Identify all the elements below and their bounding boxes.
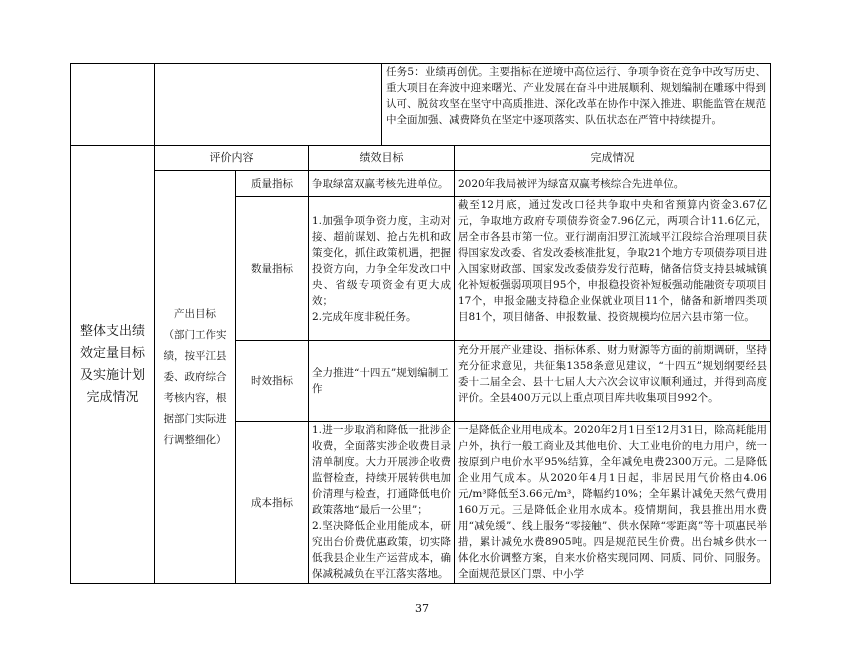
goal-quantity <box>309 197 454 340</box>
done-quantity: 截至12月底，通过发改口径共争取中央和省预算内资金3.67亿元，争取地方政府专项债券资金7.96亿元，两项合计11.6亿元，居全市各县市第一位。亚行湖南汨罗江流域平江段综合治理项目获得国家发改委、省发改委核准批复，争取21个地方专项债券项目进入国家财政部、国家发改委债券发行范畴，储备信贷支持县城城镇化补短板强弱项项目95个，申报稳投资补短板强动能融资专项项目17个，申报金融支持稳企业保就业项目11个，储备和新增四类项目81个，项目储备、申报数量、投资规模均位居六县市第一位。 <box>458 199 767 323</box>
goal-timeliness <box>309 341 454 421</box>
done-timeliness: 充分开展产业建设、指标体系、财力财源等方面的前期调研，坚持充分征求意见，共征集1358条意见建议，“十四五”规划纲要经县委十二届全会、县十七届人大六次会议审议顺利通过，并得到高度评价。全县400万元以上重点项目库共收集项目992个。 <box>458 344 767 404</box>
indicator-timeliness: 时效指标 <box>251 375 293 387</box>
table-line-v4-top <box>381 63 382 145</box>
header-completion: 完成情况 <box>590 151 635 164</box>
table-border-bottom <box>70 583 771 584</box>
indicator-quantity: 数量指标 <box>251 262 293 275</box>
done-cost: 一是降低企业用电成本。2020年2月1日至12月31日，除高耗能用户外，执行一般工商业及其他电价、大工业电价的电力用户，统一按原到户电价水平95%结算，全年减免电费2300万元。二是降低企业用气成本。从2020年4月1日起，非居民用气价格由4.06元/m³降低至3.66元/m³，降幅约10%；全年累计减免天然气费用160万元。三是降低企业用水成本。疫情期间，我县推出用水费用“减免缓”、线上服务“零接触”、供水保障“零距离”等十项惠民举措，累计减免水费8905吨。四是规范民生价费。出台城乡供水一体化水价调整方案，自来水价格实现同网、同质、同价、同服务。全面规范景区门票、中小学 <box>458 424 767 580</box>
section-title-text: 整体支出绩效定量目标及实施计划完成情况 <box>79 323 145 405</box>
indicator-cost: 成本指标 <box>251 496 293 509</box>
goal-cost: 1.进一步取消和降低一批涉企收费，全面落实涉企收费目录清单制度。大力开展涉企收费监督检查，持续开展转供电加价清理与检查，打通降低电价政策落地“最后一公里”； 2.坚决降低企业用能成本，研究出台价费优惠政策，切实降低我县企业生产运营成本，确保减税减负在平江落实落地。 <box>312 424 451 580</box>
goal-quality <box>309 171 454 196</box>
task5-text: 任务5：业绩再创优。主要指标在逆境中高位运行、争项争资在竞争中改写历史、重大项目在奔波中迎来曙光、产业发展在奋斗中进展顺利、规划编制在雕琢中得到认可、脱贫攻坚在坚守中高质推进、深化改革在协作中深入推进、职能监管在规范中全面加强、减费降负在坚定中逐项落实、队伍状态在严管中持续提升。 <box>386 66 766 126</box>
header-performance-goal: 绩效目标 <box>359 151 404 164</box>
goal-timeliness-text: 全力推进“十四五”规划编制工作 <box>312 367 449 395</box>
goal-quality-text: 争取绿富双赢考核先进单位。 <box>312 177 449 190</box>
done-quality <box>455 171 770 196</box>
done-quality-text: 2020年我局被评为绿富双赢考核综合先进单位。 <box>458 177 685 190</box>
goal-quantity-text: 1.加强争项争资力度，主动对接、超前谋划、抢占先机和政策变化，抓住政策机遇，把握投资方向，力争全年发改口中央、省级专项资金有更大成效； 2.完成年度非税任务。 <box>312 214 451 323</box>
header-eval-content: 评价内容 <box>209 151 254 164</box>
output-goal-label: 产出目标 （部门工作实绩，按平江县委、政府综合考核内容，根据部门实际进行调整细化） <box>163 307 227 446</box>
indicator-quality: 质量指标 <box>251 177 293 190</box>
page-number: 37 <box>415 602 429 615</box>
section-title <box>71 146 154 583</box>
table-border-right <box>770 63 771 583</box>
